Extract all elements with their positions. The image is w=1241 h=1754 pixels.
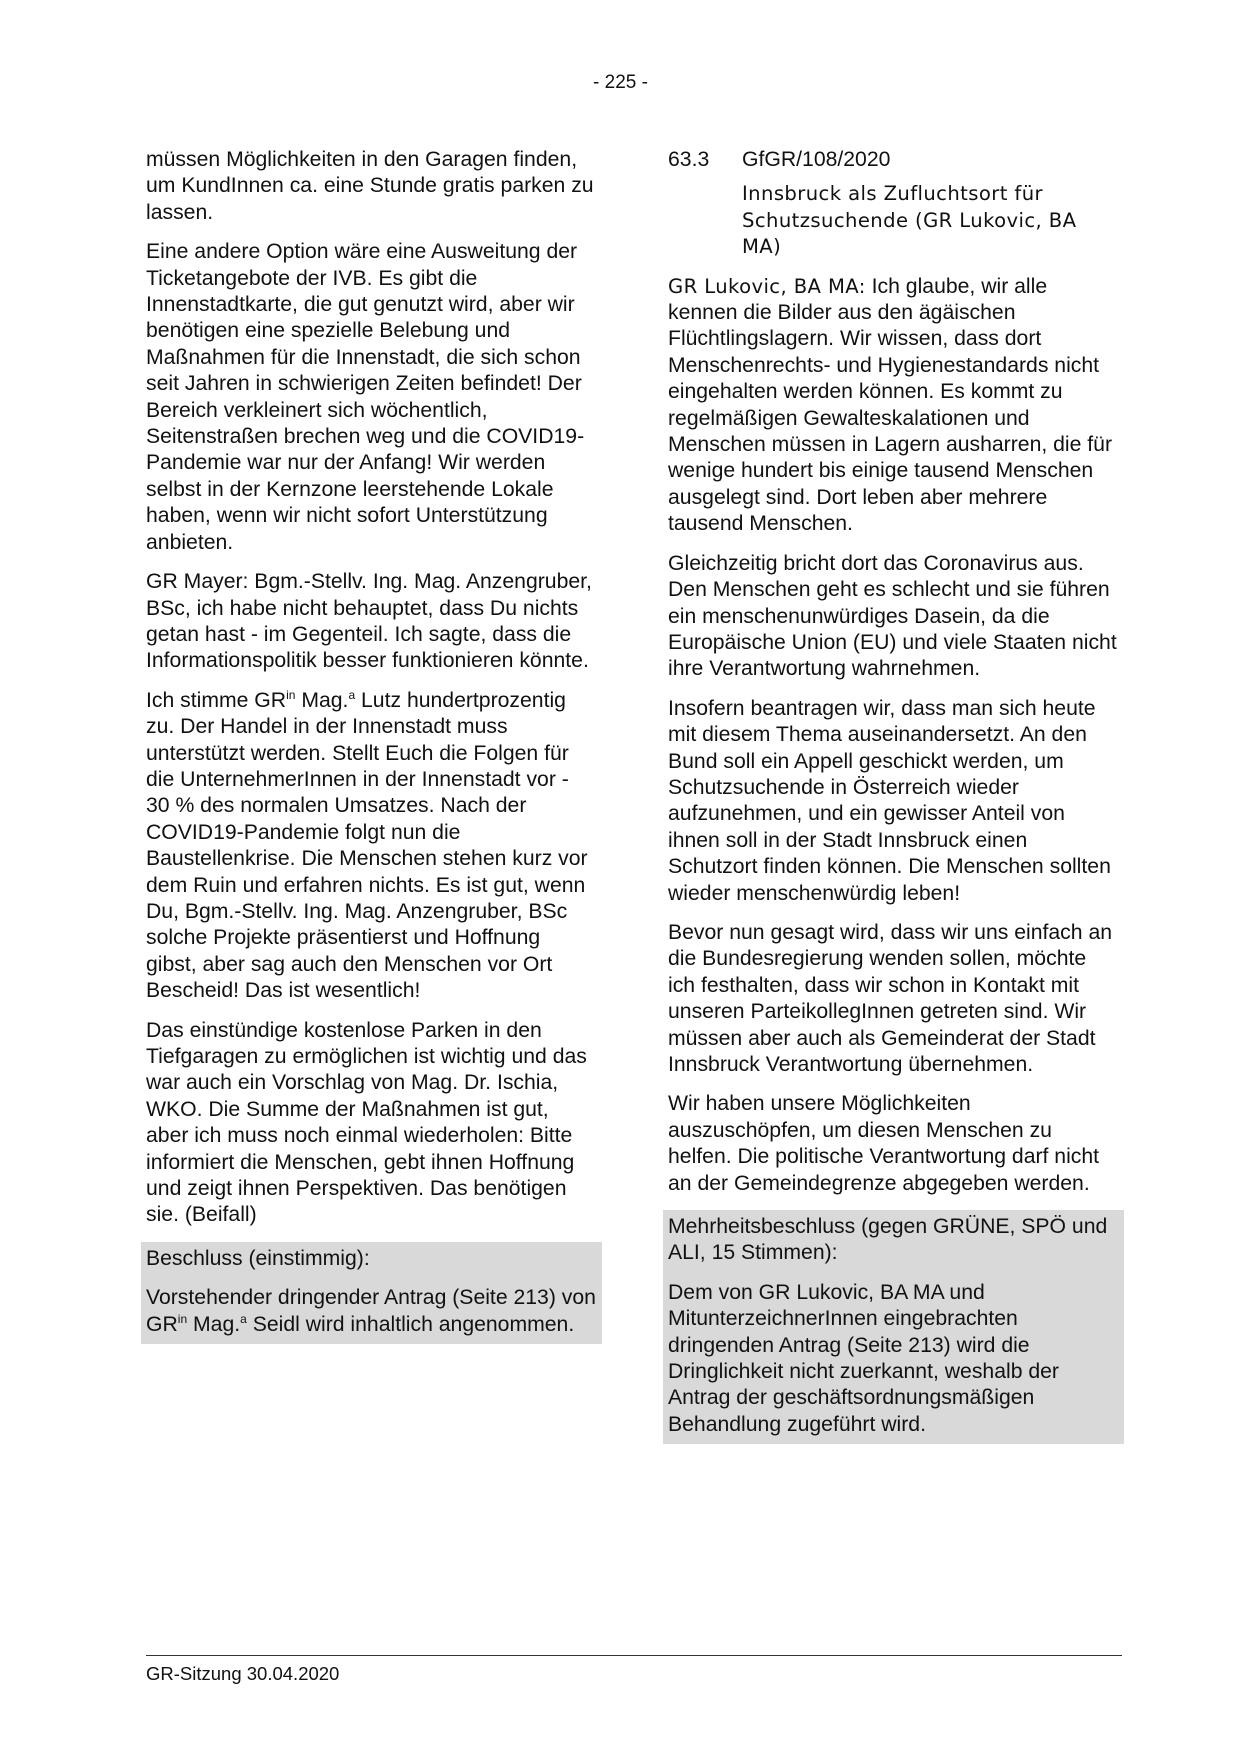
text-run: Mag. <box>295 688 349 712</box>
agenda-item-title: Innsbruck als Zufluchtsort für Schutzsuchende (GR Lukovic, BA MA) <box>742 182 1077 259</box>
left-column <box>146 147 596 1344</box>
paragraph: Gleichzeitig bricht dort das Coronavirus aus. Den Menschen geht es schlecht und sie führen ein menschenunwürdiges Dasein, da die Europäische Union (EU) und viele Staaten nicht ihre Verantwortung wahrnehmen. <box>668 551 1117 681</box>
decision-title: Mehrheitsbeschluss (gegen GRÜNE, SPÖ und ALI, 15 Stimmen): <box>668 1215 1108 1265</box>
page-number: - 225 - <box>593 72 648 93</box>
speech-text: Bgm.-Stellv. Ing. Mag. Anzengruber, BSc, ich habe nicht behauptet, dass Du nichts getan hast - im Gegenteil. Ich sagte, dass die Informationspolitik besser funktionieren könnte. <box>146 570 592 673</box>
agenda-item-number: 63.3 <box>668 148 710 171</box>
decision-title: Beschluss (einstimmig): <box>146 1246 370 1270</box>
agenda-item-header <box>668 147 1118 173</box>
speaker-name: GR Lukovic, BA MA: <box>668 274 866 298</box>
decision-text: Dem von GR Lukovic, BA MA und MitunterzeichnerInnen eingebrachten dringenden Antrag (Seite 213) wird die Dringlichkeit nicht zuerkannt, weshalb der Antrag der geschäftsordnungsmäßigen Behandlung zugeführt wird. <box>668 1280 1059 1436</box>
decision-box <box>141 1242 602 1344</box>
superscript: a <box>348 687 356 702</box>
paragraph: müssen Möglichkeiten in den Garagen finden, um KundInnen ca. eine Stunde gratis parken zu lassen. <box>146 148 594 224</box>
right-column <box>668 147 1118 1444</box>
paragraph: Bevor nun gesagt wird, dass wir uns einfach an die Bundesregierung wenden sollen, möchte ich festhalten, dass wir schon in Kontakt mit unseren ParteikollegInnen getreten sind. Wir müssen aber auch als Gemeinderat der Stadt Innsbruck Verantwortung übernehmen. <box>668 920 1113 1076</box>
superscript: in <box>177 1311 188 1326</box>
text-run: Vorstehender dringender Antrag (Seite 213) von GR <box>146 1286 596 1336</box>
footer-text: GR-Sitzung 30.04.2020 <box>146 1663 340 1684</box>
agenda-item-code: GfGR/108/2020 <box>742 148 891 171</box>
speaker-name: GR Mayer: <box>146 570 249 594</box>
decision-text <box>146 1285 596 1338</box>
paragraph: Eine andere Option wäre eine Ausweitung der Ticketangebote der IVB. Es gibt die Innenstadtkarte, die gut genutzt wird, aber wir benötigen eine spezielle Belebung und Maßnahmen für die Innenstadt, die sich schon seit Jahren in schwierigen Zeiten befindet! Der Bereich verkleinert sich wöchentlich, Seitenstraßen brechen weg und die COVID19-Pandemie war nur der Anfang! Wir werden selbst in der Kernzone leerstehende Lokale haben, wenn wir nicht sofort Unterstützung anbieten. <box>146 240 585 554</box>
footer-divider <box>146 1655 1122 1656</box>
text-run: Ich stimme GR <box>146 688 287 712</box>
speech-text: Ich glaube, wir alle kennen die Bilder aus den ägäischen Flüchtlingslagern. Wir wissen, dass dort Menschenrechts- und Hygienestandards nicht eingehalten werden können. Es kommt zu regelmäßigen Gewalteskalationen und Menschen müssen in Lagern ausharren, die für wenige hundert bis einige tausend Menschen ausgelegt sind. Dort leben aber mehrere tausend Menschen. <box>668 274 1113 536</box>
paragraph: Wir haben unsere Möglichkeiten auszuschöpfen, um diesen Menschen zu helfen. Die politische Verantwortung darf nicht an der Gemeindegrenze abgegeben werden. <box>668 1092 1100 1195</box>
decision-box <box>663 1210 1124 1444</box>
paragraph <box>668 274 1118 538</box>
paragraph <box>146 569 596 675</box>
superscript: a <box>240 1311 247 1326</box>
paragraph: Insofern beantragen wir, dass man sich heute mit diesem Thema auseinandersetzt. An den Bund soll ein Appell geschickt werden, um Schutzsuchende in Österreich wieder aufzunehmen, und ein gewisser Anteil von ihnen soll in der Stadt Innsbruck einen Schutzort finden können. Die Menschen sollten wieder menschenwürdig leben! <box>668 696 1111 905</box>
paragraph: Das einstündige kostenlose Parken in den Tiefgaragen zu ermöglichen ist wichtig und das war auch ein Vorschlag von Mag. Dr. Ischia, WKO. Die Summe der Maßnahmen ist gut, aber ich muss noch einmal wiederholen: Bitte informiert die Menschen, gebt ihnen Hoffnung und zeigt ihnen Perspektiven. Das benötigen sie. (Beifall) <box>146 1018 587 1227</box>
text-run: Mag. <box>187 1312 241 1336</box>
text-run: Lutz hundertprozentig zu. Der Handel in der Innenstadt muss unterstützt werden. Stellt Euch die Folgen für die UnternehmerInnen in der Innenstadt vor - 30 % des normalen Umsatzes. Nach der COVID19-Pandemie folgt nun die Baustellenkrise. Die Menschen stehen kurz vor dem Ruin und erfahren nichts. Es ist gut, wenn Du, Bgm.-Stellv. Ing. Mag. Anzengruber, BSc solche Projekte präsentierst und Hoffnung gibst, aber sag auch den Menschen vor Ort Bescheid! Das ist wesentlich! <box>146 688 588 1003</box>
text-run: Seidl wird inhaltlich angenommen. <box>246 1312 575 1336</box>
superscript: in <box>286 687 296 702</box>
paragraph <box>146 688 596 1005</box>
